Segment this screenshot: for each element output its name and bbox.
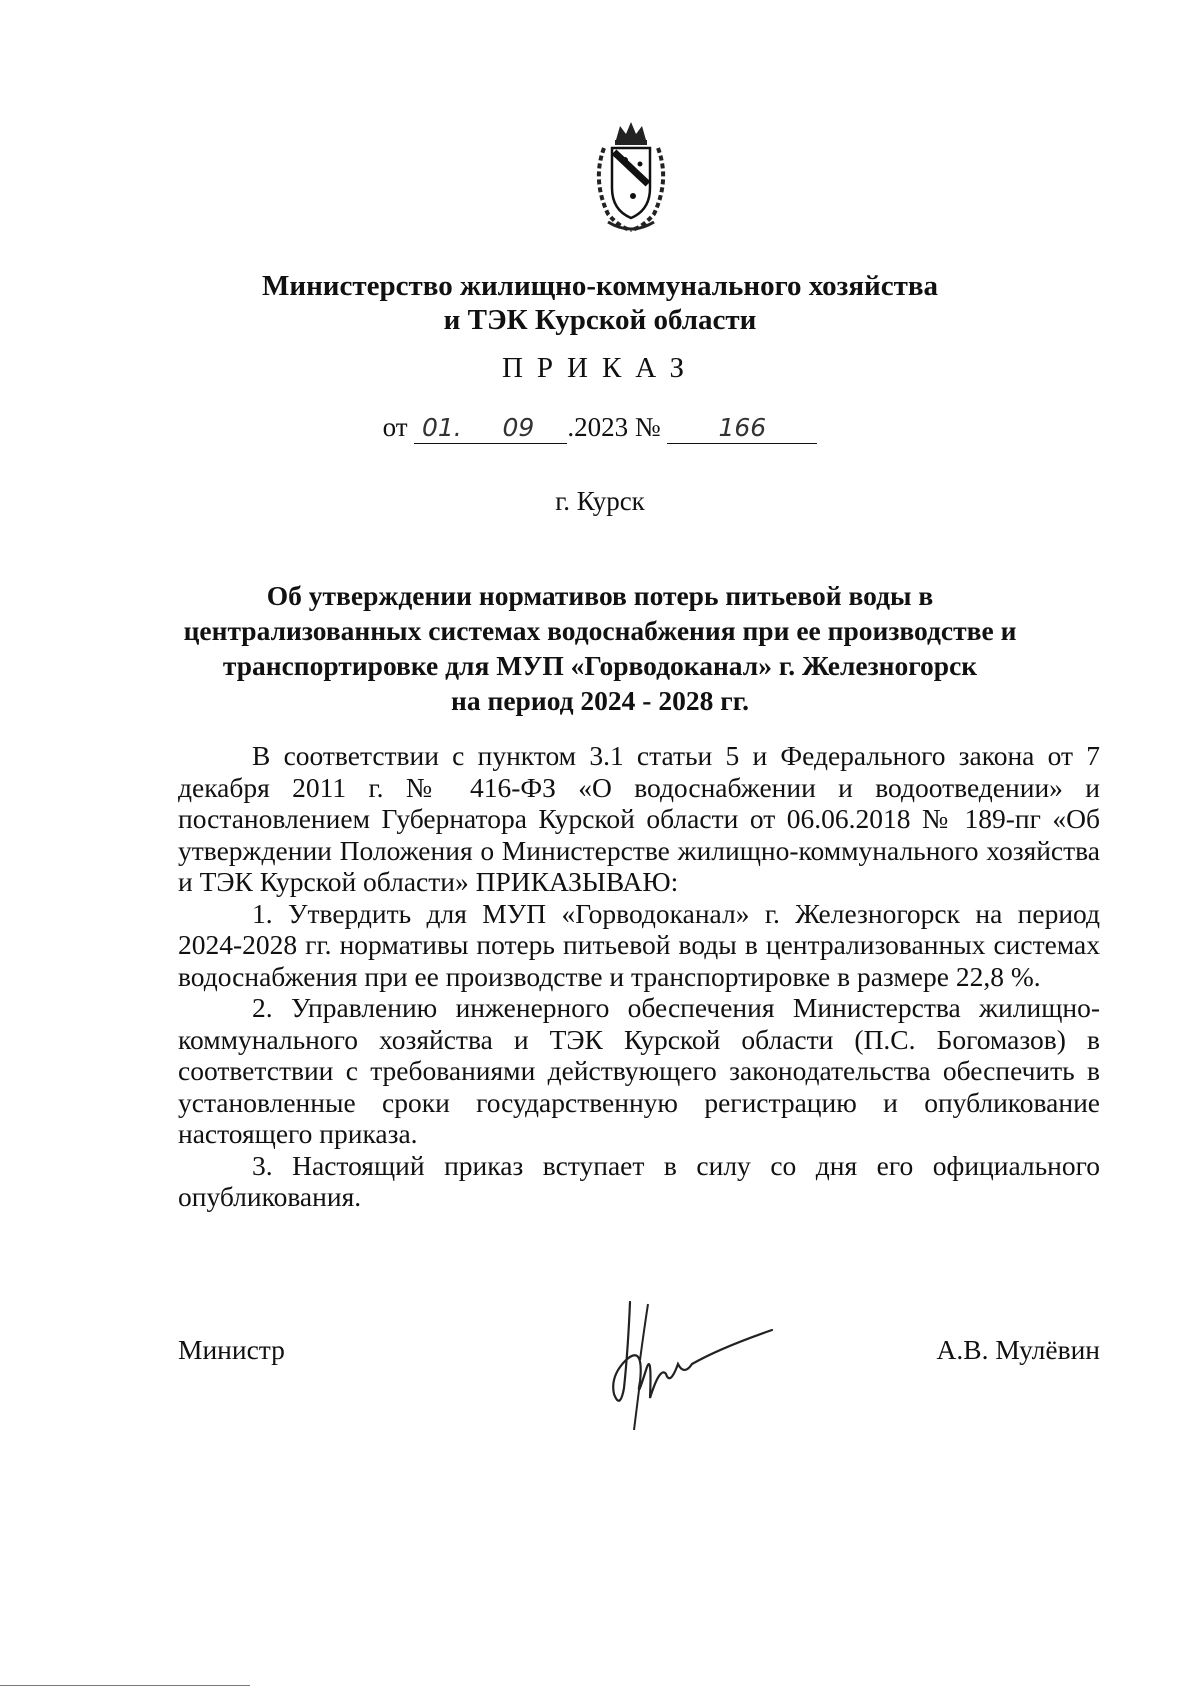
subject-line: транспортировке для МУП «Горводоканал» г. Железногорск — [222, 650, 978, 681]
clause-2: 2. Управлению инженерного обеспечения Министерства жилищно-коммунального хозяйства и ТЭК Курской области (П.С. Богомазов) в соответствии с требованиями действующего законодательства обеспечить в установленные сроки государственную регистрацию и опубликование настоящего приказа. — [178, 992, 1100, 1149]
coat-of-arms-icon — [578, 118, 684, 236]
order-subject — [170, 578, 1030, 718]
bottom-divider — [0, 1685, 250, 1686]
signatory-role: Министр — [178, 1334, 285, 1365]
handwritten-signature — [600, 1290, 780, 1440]
city: г. Курск — [555, 486, 645, 516]
date-prefix: от — [382, 412, 408, 442]
date-number-line — [0, 412, 1200, 444]
date-year-and-number-label: .2023 № — [567, 412, 661, 442]
subject-line: Об утверждении нормативов потерь питьевой воды в — [266, 580, 934, 611]
clause-1: 1. Утвердить для МУП «Горводоканал» г. Железногорск на период 2024-2028 гг. нормативы потерь питьевой воды в централизованных системах водоснабжения при ее производстве и транспортировке в размере 22,8 %. — [178, 897, 1100, 992]
document-title: ПРИКАЗ — [501, 352, 699, 384]
signatory-name: А.В. Мулёвин — [936, 1334, 1100, 1365]
ministry-name-line2: и ТЭК Курской области — [443, 304, 757, 336]
clause-3: 3. Настоящий приказ вступает в силу со дня его официального опубликования. — [178, 1149, 1100, 1212]
date-month: 09 — [469, 413, 567, 444]
subject-line: на период 2024 - 2028 гг. — [451, 685, 749, 716]
ministry-name-line1: Министерство жилищно-коммунального хозяйства — [262, 270, 938, 302]
date-day: 01. — [414, 413, 469, 444]
order-body — [178, 740, 1100, 1213]
subject-line: централизованных системах водоснабжения при ее производстве и — [183, 615, 1017, 646]
preamble-paragraph: В соответствии с пунктом 3.1 статьи 5 и Федерального закона от 7 декабря 2011 г. № 416-ФЗ «О водоснабжении и водоотведении» и постановлением Губернатора Курской области от 06.06.2018 № 189-пг «Об утверждении Положения о Министерстве жилищно-коммунального хозяйства и ТЭК Курской области» ПРИКАЗЫВАЮ: — [178, 740, 1100, 897]
order-number: 166 — [667, 413, 817, 444]
